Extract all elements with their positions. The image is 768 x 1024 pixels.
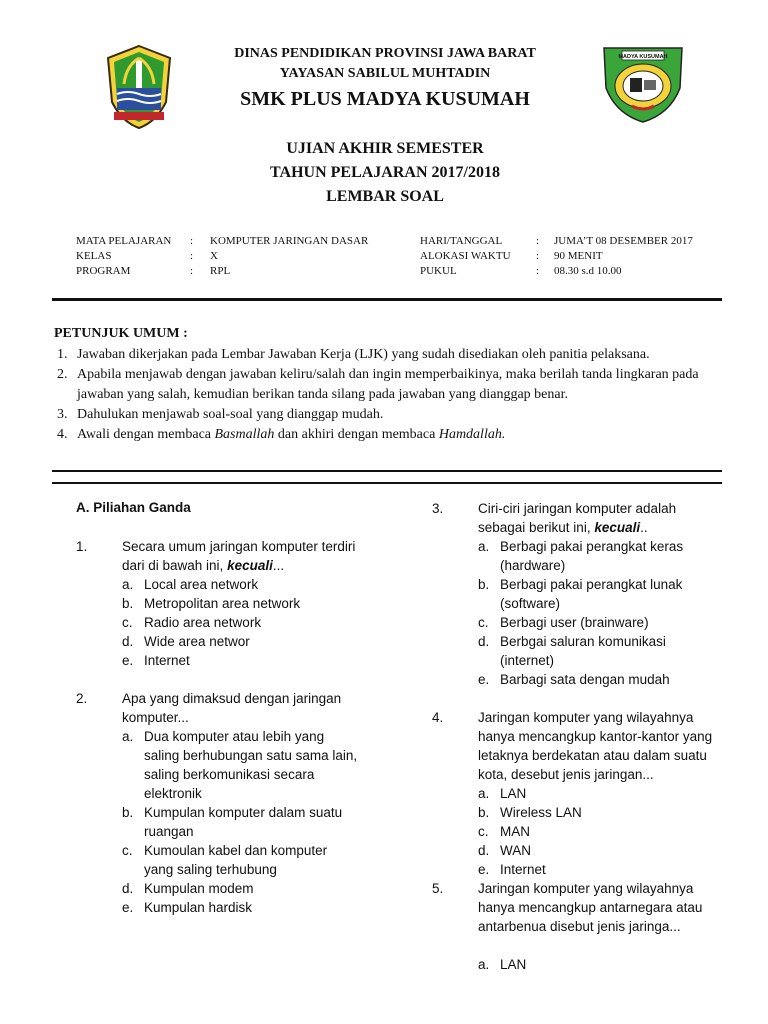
option-text: Kumpulan komputer dalam suatu <box>144 805 343 820</box>
answer-option <box>76 613 376 632</box>
info-label: HARI/TANGGAL <box>420 235 503 247</box>
option-letter: a. <box>478 786 490 801</box>
section-title: A. Piliahan Ganda <box>76 500 191 515</box>
instruction-text: Jawaban dikerjakan pada Lembar Jawaban Kerja (LJK) yang sudah disediakan oleh panitia pelaksana. <box>77 347 650 362</box>
school-logo-text: MADYA KUSUMAH <box>618 54 668 60</box>
option-letter: a. <box>122 577 134 592</box>
question-list-right <box>432 499 742 974</box>
info-row-program <box>76 264 406 279</box>
info-value: X <box>210 250 218 262</box>
answer-option <box>432 613 742 632</box>
question-text <box>478 879 742 936</box>
option-text: Local area network <box>144 577 259 592</box>
option-text: LAN <box>500 786 527 801</box>
option-letter: e. <box>122 900 134 915</box>
question-item <box>76 689 376 727</box>
question-item <box>76 537 376 575</box>
answer-option <box>76 898 376 917</box>
question-line: Ciri-ciri jaringan komputer adalah <box>478 501 677 516</box>
option-letter: b. <box>122 596 134 611</box>
option-text: Berbagi user (brainware) <box>500 615 649 630</box>
option-letter: a. <box>478 957 490 972</box>
question-line: komputer... <box>122 710 189 725</box>
option-letter: c. <box>122 843 133 858</box>
option-letter: d. <box>478 843 490 858</box>
question-text <box>122 537 376 575</box>
info-sep: : <box>190 235 194 247</box>
info-sep: : <box>536 265 540 277</box>
instruction-item <box>54 365 724 405</box>
instructions-divider-bottom <box>52 482 722 484</box>
option-text: Kumpulan hardisk <box>144 900 253 915</box>
question-line-text: ... <box>272 558 285 573</box>
question-item <box>432 879 742 936</box>
instruction-number: 4. <box>57 427 68 442</box>
info-label: PUKUL <box>420 265 457 277</box>
question-number: 2. <box>76 691 88 706</box>
question-emphasis: kecuali <box>227 558 273 573</box>
option-text: (software) <box>500 596 561 611</box>
option-letter: c. <box>478 615 489 630</box>
question-item <box>432 708 742 784</box>
option-letter: d. <box>478 634 490 649</box>
header-foundation: YAYASAN SABILUL MUHTADIN <box>279 66 491 81</box>
option-text: (internet) <box>500 653 555 668</box>
answer-option <box>432 803 742 822</box>
info-sep: : <box>536 235 540 247</box>
option-text: MAN <box>500 824 530 839</box>
instruction-number: 1. <box>57 347 68 362</box>
instructions-divider-top <box>52 470 722 472</box>
answer-option <box>76 594 376 613</box>
instruction-text: Dahulukan menjawab soal-soal yang dianggap mudah. <box>77 407 384 422</box>
jawa-barat-emblem-icon <box>104 44 174 130</box>
question-line: hanya mencangkup antarnegara atau <box>478 900 703 915</box>
option-text: ruangan <box>144 824 194 839</box>
spacer <box>76 670 376 689</box>
instructions-heading: PETUNJUK UMUM : <box>54 326 188 341</box>
option-letter: e. <box>478 672 490 687</box>
info-value: 90 MENIT <box>554 250 603 262</box>
option-text: Berbgai saluran komunikasi <box>500 634 666 649</box>
question-line <box>122 556 376 575</box>
option-text: Kumpulan modem <box>144 881 254 896</box>
info-value: RPL <box>210 265 231 277</box>
info-row-class <box>76 249 406 264</box>
option-letter: e. <box>478 862 490 877</box>
question-line: Secara umum jaringan komputer terdiri <box>122 539 356 554</box>
answer-option <box>432 632 742 670</box>
option-text: Internet <box>144 653 190 668</box>
answer-option <box>76 879 376 898</box>
info-label: PROGRAM <box>76 265 131 277</box>
answer-option <box>76 651 376 670</box>
answer-option <box>432 955 742 974</box>
question-line: antarbenua disebut jenis jaringa... <box>478 919 681 934</box>
question-line-text: .. <box>640 520 648 535</box>
instruction-item <box>54 425 724 445</box>
option-text: Metropolitan area network <box>144 596 301 611</box>
question-line: letaknya berdekatan atau dalam suatu <box>478 748 707 763</box>
exam-year: TAHUN PELAJARAN 2017/2018 <box>270 164 500 181</box>
question-item <box>432 499 742 537</box>
question-line: hanya mencangkup kantor-kantor yang <box>478 729 713 744</box>
answer-option <box>432 670 742 689</box>
option-text: Radio area network <box>144 615 262 630</box>
header-agency: DINAS PENDIDIKAN PROVINSI JAWA BARAT <box>234 46 536 61</box>
general-instructions <box>54 324 724 445</box>
info-row-duration <box>420 249 720 264</box>
question-line: Jaringan komputer yang wilayahnya <box>478 710 694 725</box>
header-school-name: SMK PLUS MADYA KUSUMAH <box>240 88 530 110</box>
option-letter: c. <box>478 824 489 839</box>
question-list-left <box>76 537 376 917</box>
questions-right-column <box>432 499 742 974</box>
exam-sheet-title: LEMBAR SOAL <box>326 188 444 205</box>
answer-option <box>76 632 376 651</box>
option-text: yang saling terhubung <box>144 862 277 877</box>
option-letter: a. <box>478 539 490 554</box>
option-text: WAN <box>500 843 531 858</box>
option-text: Dua komputer atau lebih yang <box>144 729 325 744</box>
header-divider <box>52 298 722 301</box>
answer-option <box>76 803 376 841</box>
option-text: Wide area networ <box>144 634 250 649</box>
info-sep: : <box>190 265 194 277</box>
question-line <box>478 518 742 537</box>
question-number: 4. <box>432 710 444 725</box>
info-row-date <box>420 234 720 249</box>
option-text: Barbagi sata dengan mudah <box>500 672 670 687</box>
question-text <box>122 689 376 727</box>
question-line: Jaringan komputer yang wilayahnya <box>478 881 694 896</box>
answer-option <box>432 575 742 613</box>
option-letter: d. <box>122 634 134 649</box>
question-text <box>478 499 742 537</box>
instruction-item <box>54 345 724 365</box>
option-text: Berbagi pakai perangkat keras <box>500 539 684 554</box>
instruction-emphasis: Basmallah <box>214 427 275 442</box>
instruction-text: Awali dengan membaca <box>77 427 215 442</box>
answer-option <box>432 860 742 879</box>
question-number: 1. <box>76 539 88 554</box>
option-text: Berbagi pakai perangkat lunak <box>500 577 683 592</box>
info-sep: : <box>190 250 194 262</box>
option-text: Wireless LAN <box>500 805 582 820</box>
option-letter: e. <box>122 653 134 668</box>
question-number: 5. <box>432 881 444 896</box>
option-text: Kumoulan kabel dan komputer <box>144 843 328 858</box>
option-text: elektronik <box>144 786 202 801</box>
info-sep: : <box>536 250 540 262</box>
questions-left-column <box>76 498 376 917</box>
instruction-number: 3. <box>57 407 68 422</box>
question-line: kota, desebut jenis jaringan... <box>478 767 654 782</box>
question-text <box>478 708 742 784</box>
answer-option <box>76 727 376 803</box>
instruction-text: Apabila menjawab dengan jawaban keliru/salah dan ingin memperbaikinya, maka berilah tanda lingkaran pada jawaban yang salah, kemudian berikan tanda silang pada jawaban yang dianggap benar. <box>77 367 699 402</box>
info-value: KOMPUTER JARINGAN DASAR <box>210 235 369 247</box>
info-label: ALOKASI WAKTU <box>420 250 511 262</box>
option-text: LAN <box>500 957 527 972</box>
option-letter: b. <box>478 805 490 820</box>
spacer <box>432 936 742 955</box>
answer-option <box>76 575 376 594</box>
instruction-item <box>54 405 724 425</box>
answer-option <box>432 822 742 841</box>
option-letter: b. <box>122 805 134 820</box>
info-right <box>420 234 720 279</box>
option-text: saling berhubungan satu sama lain, <box>144 748 358 763</box>
instruction-emphasis: Hamdallah. <box>438 427 506 442</box>
option-letter: b. <box>478 577 490 592</box>
option-text: Internet <box>500 862 546 877</box>
info-label: MATA PELAJARAN <box>76 235 172 247</box>
answer-option <box>76 841 376 879</box>
answer-option <box>432 784 742 803</box>
option-text: (hardware) <box>500 558 566 573</box>
spacer <box>432 689 742 708</box>
question-line-text: sebagai berikut ini, <box>478 520 595 535</box>
info-row-subject <box>76 234 406 249</box>
question-number: 3. <box>432 501 444 516</box>
question-line-text: dari di bawah ini, <box>122 558 228 573</box>
info-row-time <box>420 264 720 279</box>
info-value: 08.30 s.d 10.00 <box>554 265 622 277</box>
question-line: Apa yang dimaksud dengan jaringan <box>122 691 342 706</box>
option-text: saling berkomunikasi secara <box>144 767 315 782</box>
info-left <box>76 234 406 279</box>
school-logo-icon <box>600 44 686 124</box>
option-letter: a. <box>122 729 134 744</box>
instruction-text: dan akhiri dengan membaca <box>274 427 439 442</box>
answer-option <box>432 537 742 575</box>
question-emphasis: kecuali <box>594 520 641 535</box>
info-label: KELAS <box>76 250 112 262</box>
answer-option <box>432 841 742 860</box>
exam-title: UJIAN AKHIR SEMESTER <box>286 140 484 157</box>
option-letter: c. <box>122 615 133 630</box>
info-value: JUMA’T 08 DESEMBER 2017 <box>554 235 693 247</box>
option-letter: d. <box>122 881 134 896</box>
instruction-number: 2. <box>57 367 68 382</box>
